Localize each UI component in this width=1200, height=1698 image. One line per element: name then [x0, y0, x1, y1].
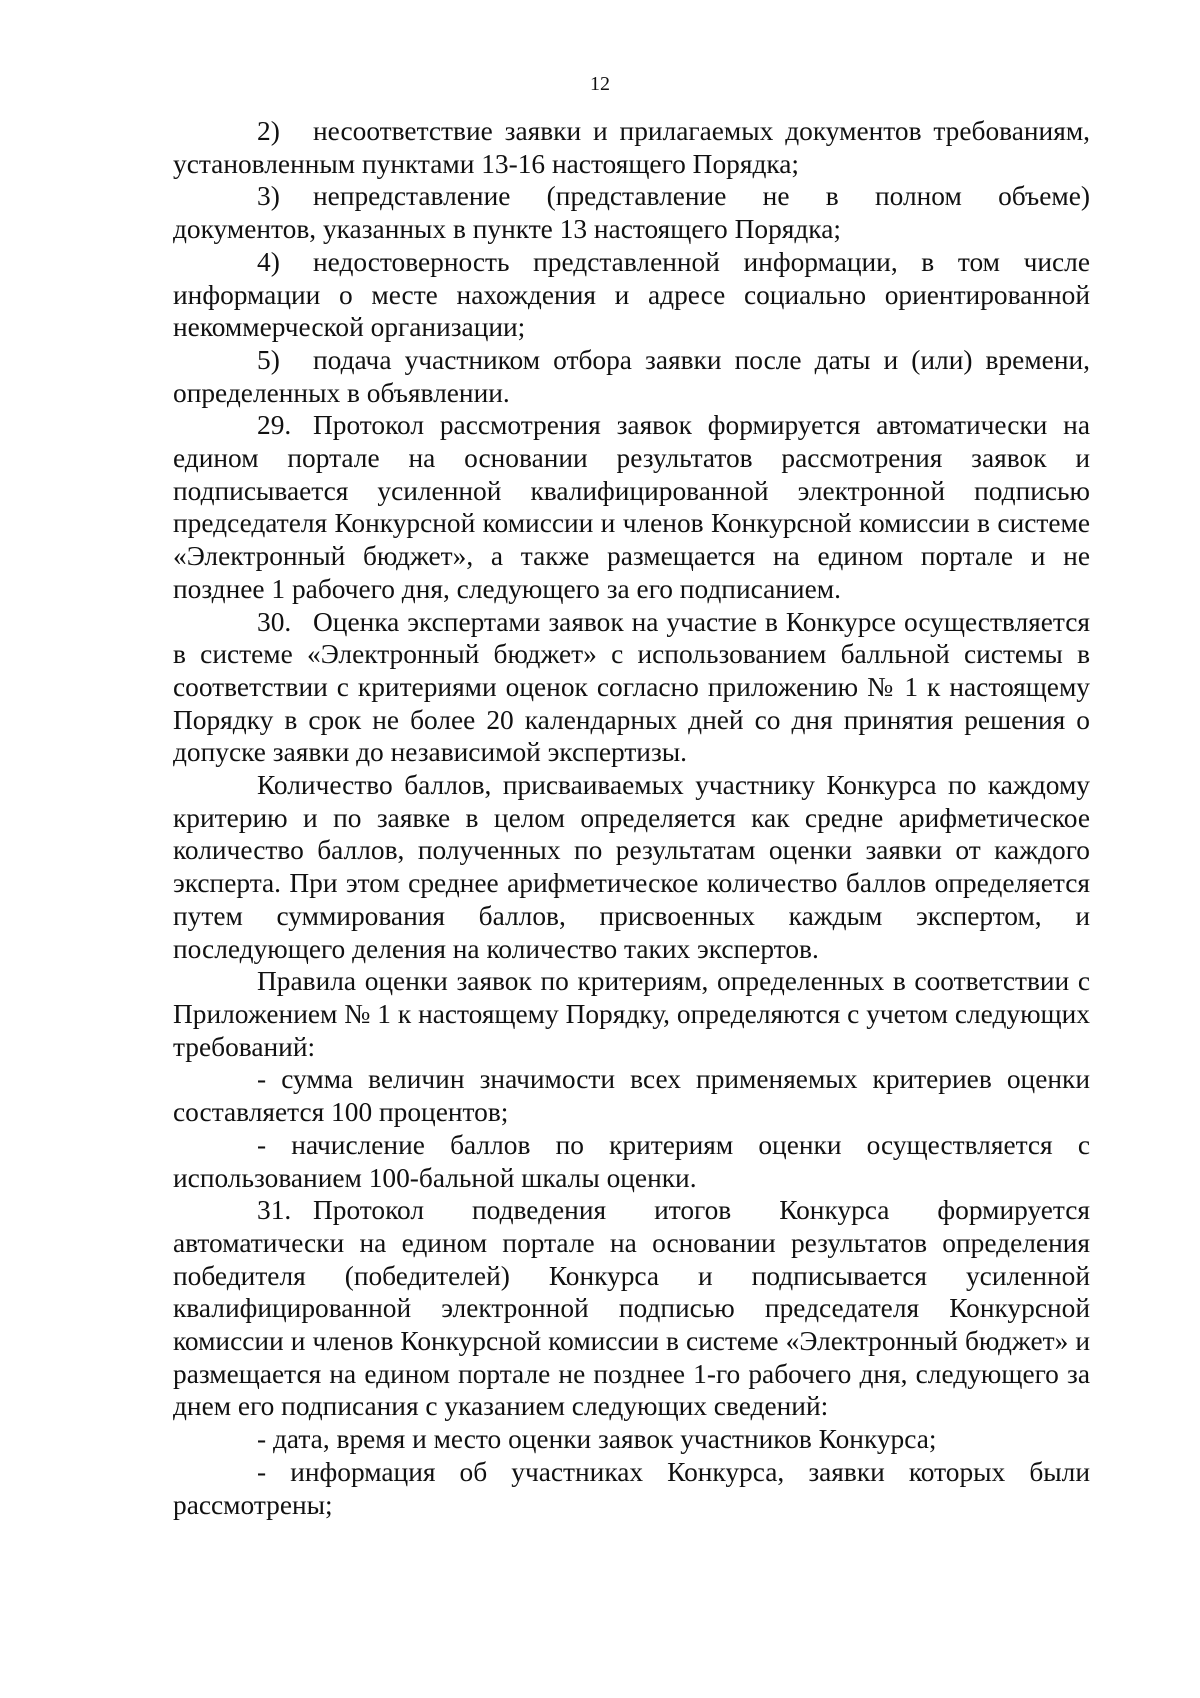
- list-item-number: 5): [257, 344, 280, 375]
- dash-item-date-time-place: - дата, время и место оценки заявок участников Конкурса;: [257, 1424, 937, 1455]
- dash-item-participants-info: - информация об участниках Конкурса, заявки которых были рассмотрены;: [173, 1456, 1090, 1520]
- list-item-number: 2): [257, 116, 280, 146]
- evaluation-rules-paragraph: Правила оценки заявок по критериям, определенных в соответствии с Приложением № 1 к настоящему Порядку, определяются с учетом следующих требований:: [173, 966, 1090, 1062]
- section-31-number: 31.: [257, 1195, 292, 1226]
- list-item: [173, 180, 1090, 245]
- list-item-text: несоответствие заявки и прилагаемых документов требованиям, установленным пунктами 13-16 настоящего Порядка;: [173, 116, 1090, 179]
- dash-item-significance-sum: - сумма величин значимости всех применяемых критериев оценки составляется 100 процентов;: [173, 1064, 1090, 1128]
- list-item-number: 3): [257, 181, 280, 212]
- section-31-text: Протокол подведения итогов Конкурса формируется автоматически на едином портале на основании результатов определения победителя (победителей) Конкурса и подписывается усиленной квалифицированной электронной подписью председателя Конкурсной комиссии и членов Конкурсной комиссии в системе «Электронный бюджет» и размещается на едином портале не позднее 1-го рабочего дня, следующего за днем его подписания с указанием следующих сведений:: [173, 1195, 1090, 1422]
- section-31-paragraph: [173, 1194, 1090, 1423]
- document-body: [173, 115, 1090, 1521]
- list-item-text: подача участником отбора заявки после даты и (или) времени, определенных в объявлении.: [173, 344, 1090, 408]
- score-calculation-paragraph: Количество баллов, присваиваемых участнику Конкурса по каждому критерию и по заявке в целом определяется как средне арифметическое количество баллов, полученных по результатам оценки заявки от каждого эксперта. При этом среднее арифметическое количество баллов определяется путем суммирования баллов, присвоенных каждым экспертом, и последующего деления на количество таких экспертов.: [173, 770, 1090, 964]
- page-number: 12: [590, 73, 610, 95]
- section-29-paragraph: [173, 409, 1090, 605]
- section-30-number: 30.: [257, 606, 292, 637]
- section-29-text: Протокол рассмотрения заявок формируется автоматически на едином портале на основании результатов рассмотрения заявок и подписывается усиленной квалифицированной электронной подписью председателя Конкурсной комиссии и членов Конкурсной комиссии в системе «Электронный бюджет», а также размещается на едином портале и не позднее 1 рабочего дня, следующего за его подписанием.: [173, 410, 1090, 604]
- list-item-text: непредставление (представление не в полном объеме) документов, указанных в пункте 13 настоящего Порядка;: [173, 181, 1090, 245]
- list-item-number: 4): [257, 246, 280, 277]
- dash-item-scoring-scale: - начисление баллов по критериям оценки осуществляется с использованием 100-бальной шкалы оценки.: [173, 1129, 1090, 1193]
- list-item: [173, 344, 1090, 409]
- section-29-number: 29.: [257, 410, 292, 441]
- list-item: [173, 115, 1090, 180]
- list-item: [173, 246, 1090, 344]
- section-30-paragraph: [173, 606, 1090, 770]
- section-30-text: Оценка экспертами заявок на участие в Конкурсе осуществляется в системе «Электронный бюджет» с использованием балльной системы в соответствии с критериями оценок согласно приложению № 1 к настоящему Порядку в срок не более 20 календарных дней со дня принятия решения о допуске заявки до независимой экспертизы.: [173, 606, 1090, 768]
- list-item-text: недостоверность представленной информации, в том числе информации о месте нахождения и адресе социально ориентированной некоммерческой организации;: [173, 246, 1090, 343]
